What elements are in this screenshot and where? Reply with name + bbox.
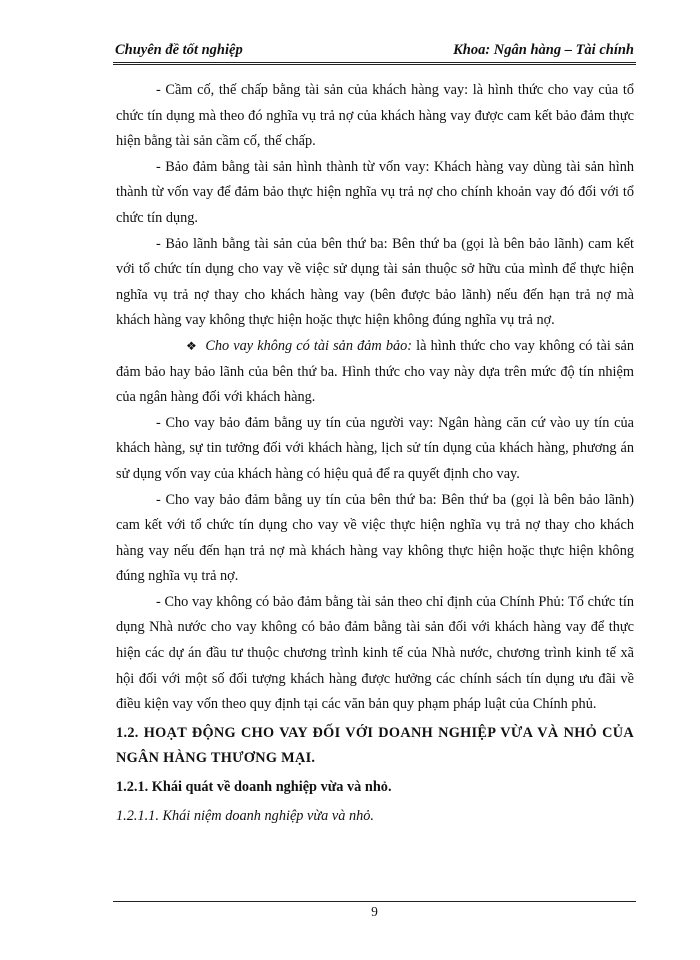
paragraph-third-party-guarantee: - Bảo lãnh bằng tài sản của bên thứ ba: Bên thứ ba (gọi là bên bảo lãnh) cam kết với tổ chức tín dụng cho vay về việc sử dụng tài sản thuộc sở hữu của mình để thực hiện nghĩa vụ trả nợ thay cho khách hàng vay (bên được bảo lãnh) nếu đến hạn trả nợ mà khách hàng vay không thực hiện hoặc thực hiện không đúng nghĩa vụ trả nợ. — [116, 235, 634, 329]
bullet-text: là hình thức cho vay không có tài sản đảm bảo hay bảo lãnh của bên thứ ba. Hình thức cho vay này dựa trên mức độ tín nhiệm của ngân hàng đối với khách hàng. — [116, 337, 634, 406]
footer-divider — [113, 901, 636, 902]
bullet-lead: Cho vay không có tài sản đảm bảo: — [205, 337, 413, 354]
section-heading-1-2: 1.2. HOẠT ĐỘNG CHO VAY ĐỐI VỚI DOANH NGHIỆP VỪA VÀ NHỎ CỦA NGÂN HÀNG THƯƠNG MẠI. — [116, 724, 634, 767]
document-body — [116, 78, 634, 829]
paragraph-pledge-mortgage: - Cầm cố, thế chấp bằng tài sản của khách hàng vay: là hình thức cho vay của tổ chức tín dụng mà theo đó nghĩa vụ trả nợ của khách hàng vay được cam kết bảo đảm thực hiện bằng tài sản cầm cố, thế chấp. — [116, 82, 634, 150]
diamond-bullet-icon: ❖ — [186, 338, 198, 353]
section-heading-1-2-1: 1.2.1. Khái quát về doanh nghiệp vừa và nhỏ. — [116, 779, 392, 796]
header-right-title: Khoa: Ngân hàng – Tài chính — [453, 42, 634, 58]
header-left-title: Chuyên đề tốt nghiệp — [115, 42, 243, 58]
page-number: 9 — [371, 904, 378, 919]
paragraph-asset-from-loan: - Bảo đảm bằng tài sản hình thành từ vốn vay: Khách hàng vay dùng tài sản hình thành từ vốn vay để đảm bảo thực hiện nghĩa vụ trả nợ cho chính khoản vay đó đối với tổ chức tín dụng. — [116, 158, 634, 226]
page-header — [113, 40, 636, 65]
section-heading-1-2-1-1: 1.2.1.1. Khái niệm doanh nghiệp vừa và nhỏ. — [116, 807, 374, 824]
paragraph-third-party-reputation: - Cho vay bảo đảm bằng uy tín của bên thứ ba: Bên thứ ba (gọi là bên bảo lãnh) cam kết với tổ chức tín dụng cho vay về việc thực hiện nghĩa vụ trả nợ thay cho khách hàng vay nếu đến hạn trả nợ mà khách hàng vay không thực hiện hoặc thực hiện không đúng nghĩa vụ trả nợ. — [116, 491, 634, 585]
bullet-unsecured-loan — [116, 334, 634, 411]
paragraph-government-designated: - Cho vay không có bảo đảm bằng tài sản theo chỉ định của Chính Phủ: Tổ chức tín dụng Nhà nước cho vay không có bảo đảm bằng tài sản đối với khách hàng vay để thực hiện các dự án đầu tư thuộc chương trình kinh tế của Nhà nước, chương trình kinh tế xã hội đối với một số đối tượng khách hàng được hưởng các chính sách tín dụng ưu đãi về điều kiện vay vốn theo quy định tại các văn bản quy phạm pháp luật của Chính phủ. — [116, 593, 634, 713]
paragraph-borrower-reputation: - Cho vay bảo đảm bằng uy tín của người vay: Ngân hàng căn cứ vào uy tín của khách hàng, sự tin tưởng đối với khách hàng, lịch sử tín dụng của khách hàng, phương án sử dụng vốn vay của khách hàng có hiệu quả để ra quyết định cho vay. — [116, 414, 634, 482]
